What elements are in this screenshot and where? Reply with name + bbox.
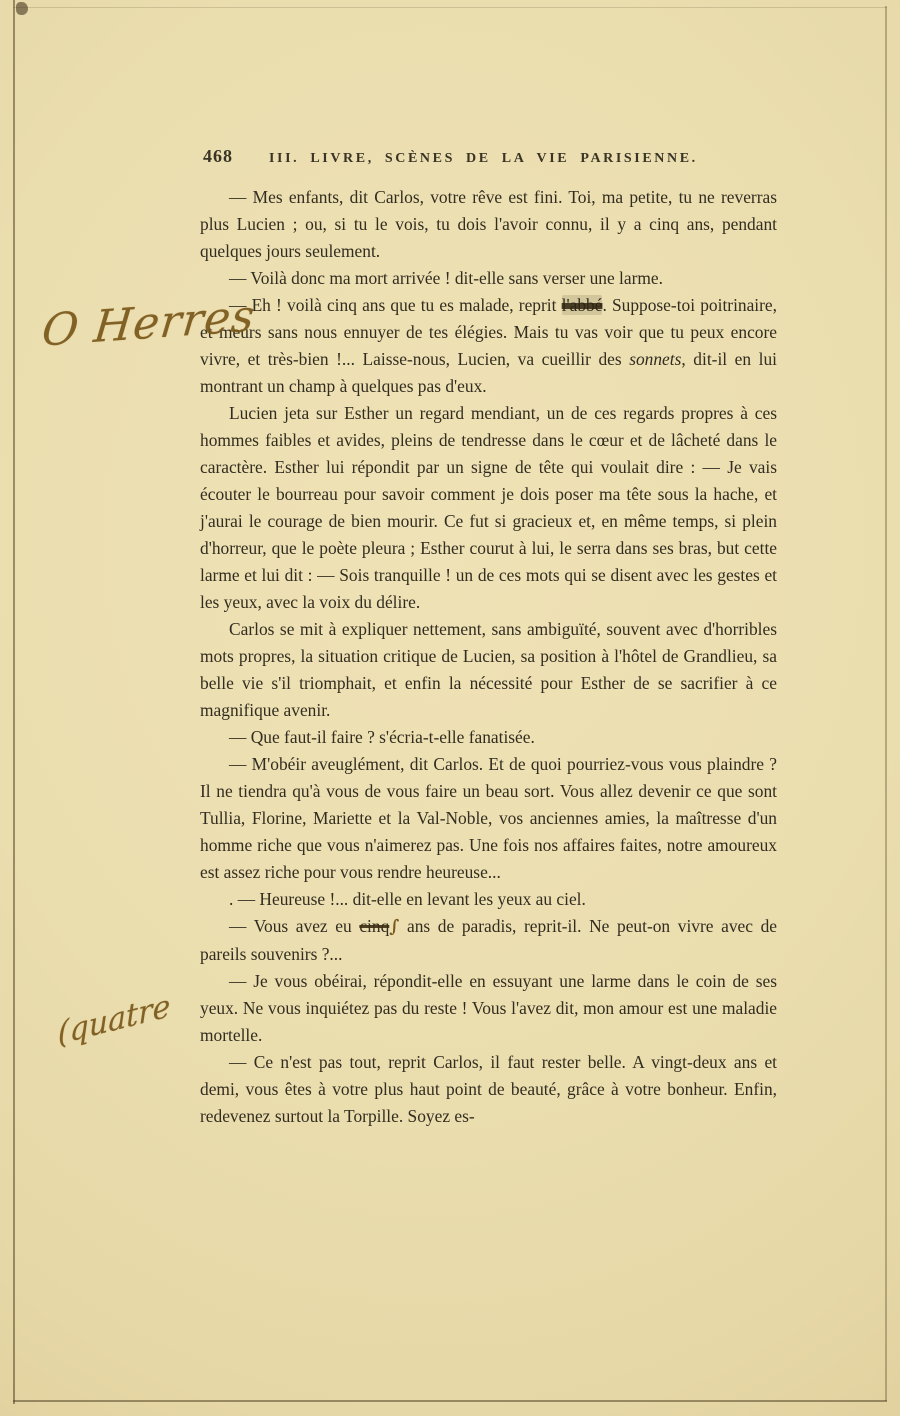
struck-word: l'abbé	[561, 295, 603, 315]
paragraph	[200, 400, 777, 616]
text-run: Carlos se mit à expliquer nettement, sans ambiguïté, souvent avec d'horribles mots propres, la situation critique de Lucien, sa position à l'hôtel de Grandlieu, sa belle vie s'il triomphait, et enfin la nécessité pour Esther de se sacrifier à ce magnifique avenir.	[200, 619, 777, 720]
text-run: — Eh ! voilà cinq ans que tu es malade, reprit	[229, 295, 562, 315]
paragraph	[200, 968, 777, 1049]
text-block	[200, 184, 777, 1130]
page-edge-bottom	[13, 1400, 887, 1402]
text-run: — Mes enfants, dit Carlos, votre rêve est fini. Toi, ma petite, tu ne reverras plus Lucien ; ou, si tu le vois, tu dois l'avoir connu, il y a cinq ans, pendant quelques jours seulement.	[200, 187, 777, 261]
paragraph	[200, 913, 777, 968]
running-title: III. LIVRE, SCÈNES DE LA VIE PARISIENNE.	[269, 151, 698, 166]
page-edge-top	[13, 7, 887, 8]
paragraph	[200, 724, 777, 751]
handwritten-insert-mark: ∫	[389, 917, 400, 937]
handwritten-margin-note-bottom: (quatre	[57, 987, 171, 1053]
paragraph	[200, 184, 777, 265]
text-run: , dit-il en lui montrant un champ à quelques pas d'eux.	[200, 349, 777, 396]
page-edge-right	[885, 6, 887, 1401]
text-run: . — Heureuse !... dit-elle en levant les yeux au ciel.	[229, 889, 586, 909]
paragraph	[200, 751, 777, 886]
paragraph	[200, 886, 777, 913]
text-run: Lucien jeta sur Esther un regard mendiant, un de ces regards propres à ces hommes faibles et avides, pleins de tendresse dans le cœur et de lâcheté dans le caractère. Esther lui répondit par un signe de tête qui voulait dire : — Je vais écouter le bourreau pour savoir comment je dois poser ma tête sous la hache, et j'aurai le courage de bien mourir. Ce fut si gracieux et, en même temps, si plein d'horreur, que le poète pleura ; Esther courut à lui, le serra dans ses bras, but cette larme et lui dit : — Sois tranquille ! un de ces mots qui se disent avec les gestes et les yeux, avec la voix du délire.	[200, 403, 777, 612]
text-run: ans de paradis, reprit-il. Ne peut-on vivre avec de pareils souvenirs ?...	[200, 916, 777, 964]
paragraph	[200, 292, 777, 400]
struck-word: cinq	[359, 916, 390, 936]
text-run: . Suppose-toi poitrinaire, et meurs sans nous ennuyer de tes élégies. Mais tu vas voir que tu peux encore vivre, et très-bien !... Laisse-nous, Lucien, va cueillir des	[200, 295, 777, 369]
handwritten-margin-note-top: O Herres	[39, 290, 258, 357]
paragraph	[200, 265, 777, 292]
text-run: — Vous avez eu	[229, 916, 360, 936]
text-run: — Ce n'est pas tout, reprit Carlos, il faut rester belle. A vingt-deux ans et demi, vous êtes à votre plus haut point de beauté, grâce à votre bonheur. Enfin, redevenez surtout la Torpille. Soyez es-	[200, 1052, 777, 1126]
page-edge-left	[13, 0, 15, 1404]
paragraph	[200, 616, 777, 724]
paragraph	[200, 1049, 777, 1130]
ink-blot	[16, 2, 28, 15]
text-run: — Je vous obéirai, répondit-elle en essuyant une larme dans le coin de ses yeux. Ne vous inquiétez pas du reste ! Vous l'avez dit, mon amour est une maladie mortelle.	[200, 971, 777, 1045]
text-run: — Que faut-il faire ? s'écria-t-elle fanatisée.	[229, 727, 535, 747]
text-run: — Voilà donc ma mort arrivée ! dit-elle sans verser une larme.	[229, 268, 663, 288]
page-number: 468	[203, 146, 233, 166]
italic-word: sonnets	[629, 349, 682, 369]
text-run: — M'obéir aveuglément, dit Carlos. Et de quoi pourriez-vous vous plaindre ? Il ne tiendra qu'à vous de vous faire un beau sort. Vous allez devenir ce que sont Tullia, Florine, Mariette et la Val-Noble, vos anciennes amies, la maîtresse d'un homme riche que vous n'aimerez pas. Une fois nos affaires faites, notre amoureux est assez riche pour vous rendre heureuse...	[200, 754, 777, 882]
page-header	[203, 146, 779, 167]
